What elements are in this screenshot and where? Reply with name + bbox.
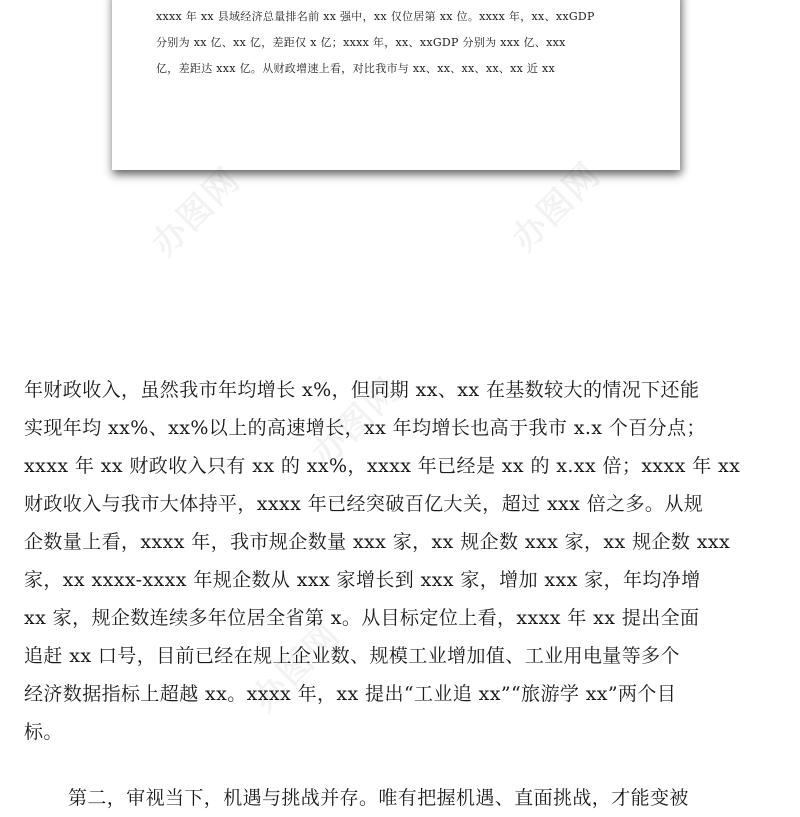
document-preview-card — [112, 0, 680, 170]
watermark-logo: 办图网 — [504, 154, 609, 260]
watermark-logo: 办图网 — [244, 614, 349, 720]
preview-paragraph: xxxx 年 xx 县域经济总量排名前 xx 强中，xx 仅位居第 xx 位。xxxx 年，xx、xxGDP 分别为 xx 亿、xx 亿，差距仅 x 亿；xxxx 年，xx、xxGDP 分别为 xxx 亿、xxx 亿，差距达 xxx 亿。从财政增速上看，对比我市与 xx、xx、xx、xx、xx 近 xx — [156, 10, 595, 75]
next-paragraph: 第二，审视当下，机遇与挑战并存。唯有把握机遇、直面挑战，才能变被 — [68, 787, 689, 809]
watermark-logo: 办图网 — [304, 369, 409, 475]
body-paragraph: 年财政收入，虽然我市年均增长 x%，但同期 xx、xx 在基数较大的情况下还能 实现年均 xx%、xx%以上的高速增长，xx 年均增长也高于我市 x.x 个百分点； xxxx 年 xx 财政收入只有 xx 的 xx%，xxxx 年已经是 xx 的 x.xx 倍；xxxx 年 xx 财政收入与我市大体持平，xxxx 年已经突破百亿大关，超过 xxx 倍之多。从规 企数量上看，xxxx 年，我市规企数量 xxx 家，xx 规企数 xxx 家，xx 规企数 xxx 家，xx xxxx-xxxx 年规企数从 xxx 家增长到 xxx 家，增加 xxx 家，年均净增 xx 家，规企数连续多年位居全省第 x。从目标定位上看，xxxx 年 xx 提出全面 追赶 xx 口号，目前已经在规上企业数、规模工业增加值、工业用电量等多个 经济数据指标上超越 xx。xxxx 年，xx 提出“工业追 xx”“旅游学 xx”两个目 标。 — [24, 379, 741, 743]
watermark-logo: 办图网 — [144, 159, 249, 265]
